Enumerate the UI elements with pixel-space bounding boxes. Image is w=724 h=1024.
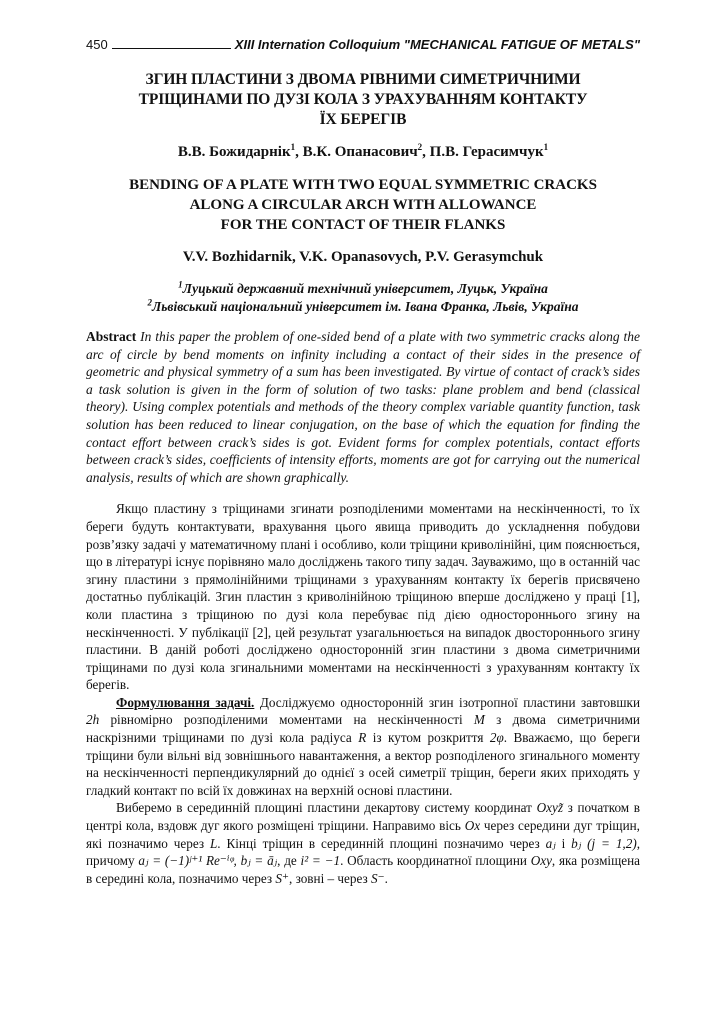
affiliations [86,280,640,316]
authors-english: V.V. Bozhidarnik, V.K. Opanasovych, P.V. Gerasymchuk [182,249,544,265]
math-bj: bⱼ [571,835,582,851]
text-run: з початком в центрі кола, вздовж дуг якого розміщені тріщини. Направимо вісь [86,800,641,834]
text-run: з двома симетричними наскрізними тріщинами по дузі кола радіуса [86,712,640,746]
math-radius: R [358,730,367,746]
affil-text: Луцький державний технічний університет, Луцьк, Україна [182,281,548,296]
text-run: , зовні – через [288,870,372,886]
conference-name: XIII Internation Colloquium "MECHANICAL FATIGUE OF METALS" [234,37,640,52]
title-english [86,175,640,235]
math-s-plus: S⁺ [275,870,289,886]
text-run: Виберемо в серединній площині пластини декартову систему координат [116,800,537,816]
affil-mark: 1 [178,279,183,290]
text-run: із кутом розкриття [366,730,490,746]
title-uk-line: ЇХ БЕРЕГІВ [319,111,407,128]
math-angle: 2φ [489,730,504,746]
affil-mark: 2 [147,297,152,308]
author-name: , В.К. Опанасович [295,144,418,160]
author-affil-mark: 2 [417,142,423,152]
paragraph-intro: Якщо пластину з тріщинами згинати розподіленими моментами на нескінченності, то їх береги будуть контактувати, врахування цього явища приводить до ускладнення побудови розв’язку задачі у математичному плані і особливо, коли тріщини криволінійні, цим пояснюється, що в літературі існує порівняно мало досліджень такого типу задач. Зауважимо, що в останній час згину пластини з прямолінійними тріщинами з урахуванням контакту їх берегів присвячено достатньо публікацій. Згин пластин з криволінійною тріщиною вперше досліджено у праці [1], коли пластина з тріщиною по дузі кола перебуває під дією одностороннього згину на нескінченності. У публікації [2], цей результат узагальнюється на випадок двостороннього згину пластини. В даній роботі досліджено односторонній згин пластини з двома симетричними тріщинами по дузі кола згинальними моментами на нескінченності з урахуванням контакту їх берегів. [86,501,640,693]
header-rule [112,48,231,49]
author-name: , П.В. Герасимчук [422,144,544,160]
text-run: і [555,835,572,851]
text-run: , причому [86,835,641,869]
title-en-line: FOR THE CONTACT OF THEIR FLANKS [220,217,506,233]
text-run: рівномірно розподіленими моментами на нескінченності [99,712,474,728]
page [86,30,640,887]
abstract [86,328,640,486]
math-axis: Ox [464,818,481,834]
author-affil-mark: 1 [543,142,549,152]
text-run: , де [277,853,301,869]
author-affil-mark: 1 [290,142,296,152]
running-header [86,30,640,52]
math-crack-set: L [209,835,218,851]
title-en-line: ALONG A CIRCULAR ARCH WITH ALLOWANCE [189,197,537,213]
math-index: (j = 1,2) [587,835,637,851]
text-run: через середини дуг тріщин, які позначимо через [86,818,640,851]
math-imaginary-unit: i² = −1 [300,853,341,869]
math-endpoints-formula: aⱼ = (−1)ʲ⁺¹ Re⁻ⁱᵠ, bⱼ = āⱼ [138,853,278,869]
math-s-minus: S⁻ [371,870,385,886]
text-run: . Область координатної площини [340,853,531,869]
page-number: 450 [86,37,108,52]
author-name: В.В. Божидарнік [177,144,291,160]
math-moment: M [473,712,485,728]
title-ukrainian [86,70,640,130]
math-aj: aⱼ [545,835,556,851]
text-run: , яка розміщена в середині кола, позначимо через [86,853,640,886]
text-run: . Кінці тріщин в серединній площині позначимо через [217,835,546,851]
section-heading: Формулювання задачі. [116,694,255,710]
affiliation [86,280,640,298]
body-text [86,500,640,887]
affil-text: Львівський національний університет ім. Івана Франка, Львів, Україна [152,299,579,314]
title-uk-line: ЗГИН ПЛАСТИНИ З ДВОМА РІВНИМИ СИМЕТРИЧНИМИ [145,71,581,88]
paragraph-formulation [86,694,640,800]
math-coord-system: Oxyz̃ [536,800,563,816]
title-uk-line: ТРІЩИНАМИ ПО ДУЗІ КОЛА З УРАХУВАННЯМ КОНТАКТУ [138,91,588,108]
text-run: Досліджуємо односторонній згин ізотропної пластини завтовшки [254,694,641,710]
paragraph-coordinates [86,799,640,887]
math-thickness: 2h [86,712,100,728]
math-plane: Oxy [530,853,552,869]
abstract-text: In this paper the problem of one-sided bend of a plate with two symmetric cracks along the arc of circle by bend moments on infinity including a contact of their sides in the presence of geometric and physical symmetry of a sum has been investigated. By virtue of contact of crack’s sides a task solution is given in the form of solution of two tasks: plane problem and bend (classical theory). Using complex potentials and methods of the theory complex variable quantity function, task solution has been reduced to linear conjugation, on the base of which the equation for finding the contact effort between crack’s sides is got. Evident forms for complex potentials, contact efforts between crack’s sides, coefficients of intensity efforts, moments are got for carrying out the numerical analysis, results of which are shown graphically. [86,329,640,485]
affiliation [86,298,640,316]
abstract-label: Abstract [86,329,137,344]
text-run: . Вважаємо, що береги тріщини були вільні від зовнішнього навантаження, а вектор розподіленого згинального моменту на нескінченності перпендикулярний до однієї з осей симетрії тріщин, береги яких приходять у гладкий контакт по всій їх довжинах на верхній основі пластини. [86,730,640,798]
title-en-line: BENDING OF A PLATE WITH TWO EQUAL SYMMETRIC CRACKS [129,177,597,193]
text-run: . [384,870,388,886]
authors-ukrainian [86,144,640,161]
